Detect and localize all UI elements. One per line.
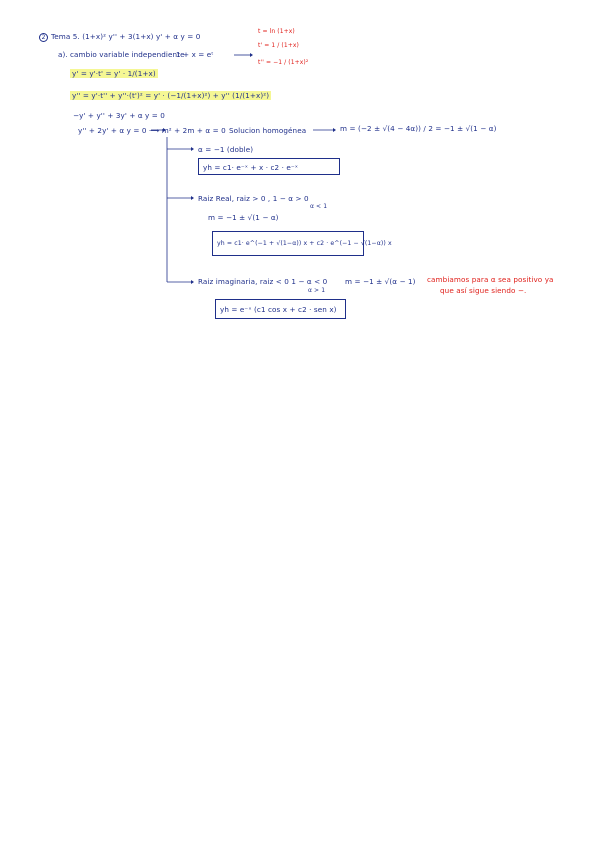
case-real-roots: m = −1 ± √(1 − α) bbox=[208, 213, 279, 222]
part-description: cambio variable independiente bbox=[70, 50, 185, 59]
step-yprime-text: y' = y'·t' = y' · 1/(1+x) bbox=[72, 69, 156, 78]
step-characteristic: y'' + 2y' + α y = 0 ⟶ m² + 2m + α = 0 bbox=[78, 126, 226, 135]
case-real-condition: α < 1 bbox=[310, 203, 328, 210]
step-ysecond-text: y'' = y'·t'' + y''·(t')² = y' · (−1/(1+x)²) + y'' (1/(1+x)²) bbox=[72, 91, 270, 100]
exercise-title: Tema 5. (1+x)² y'' + 3(1+x) y' + α y = 0 bbox=[51, 32, 201, 41]
case-real-solution-box bbox=[212, 231, 392, 256]
red-t: t = ln (1+x) bbox=[258, 28, 295, 35]
case-imag-condition: α > 1 bbox=[308, 287, 326, 294]
case-imag-roots: m = −1 ± √(α − 1) bbox=[345, 277, 416, 286]
case-real-solution: yh = c1· e^(−1 + √(1−α)) x + c2 · e^(−1 − √(1−α)) x bbox=[217, 240, 392, 247]
red-note-line1: cambiamos para α sea positivo ya bbox=[427, 275, 554, 284]
red-note-line2: que así sigue siendo −. bbox=[440, 286, 527, 295]
case-double-solution: yh = c1· e⁻ˣ + x · c2 · e⁻ˣ bbox=[203, 163, 299, 172]
exercise-number: 2 bbox=[39, 33, 48, 42]
homogeneous-label: Solucion homogénea bbox=[229, 126, 307, 135]
case-real-label: Raiz Real, raiz > 0 , 1 − α > 0 bbox=[198, 194, 309, 203]
case-imag-solution: yh = e⁻ˣ (c1 cos x + c2 · sen x) bbox=[220, 305, 337, 314]
case-imag-label: Raiz imaginaria, raiz < 0 1 − α < 0 bbox=[198, 277, 328, 286]
case-imag-solution-box bbox=[215, 299, 346, 319]
step-ysecond bbox=[70, 91, 271, 100]
step-yprime bbox=[70, 69, 158, 78]
case-double-solution-box bbox=[198, 158, 340, 175]
red-t-prime: t' = 1 / (1+x) bbox=[258, 42, 299, 49]
substitution: 1 + x = eᵗ bbox=[176, 50, 214, 59]
case-double-label: α = −1 (doble) bbox=[198, 145, 254, 154]
roots-formula: m = (−2 ± √(4 − 4α)) / 2 = −1 ± √(1 − α) bbox=[340, 124, 497, 133]
red-t-second: t'' = −1 / (1+x)² bbox=[258, 59, 309, 66]
part-label: a). bbox=[58, 50, 68, 59]
step-reduced: −y' + y'' + 3y' + α y = 0 bbox=[73, 111, 165, 120]
